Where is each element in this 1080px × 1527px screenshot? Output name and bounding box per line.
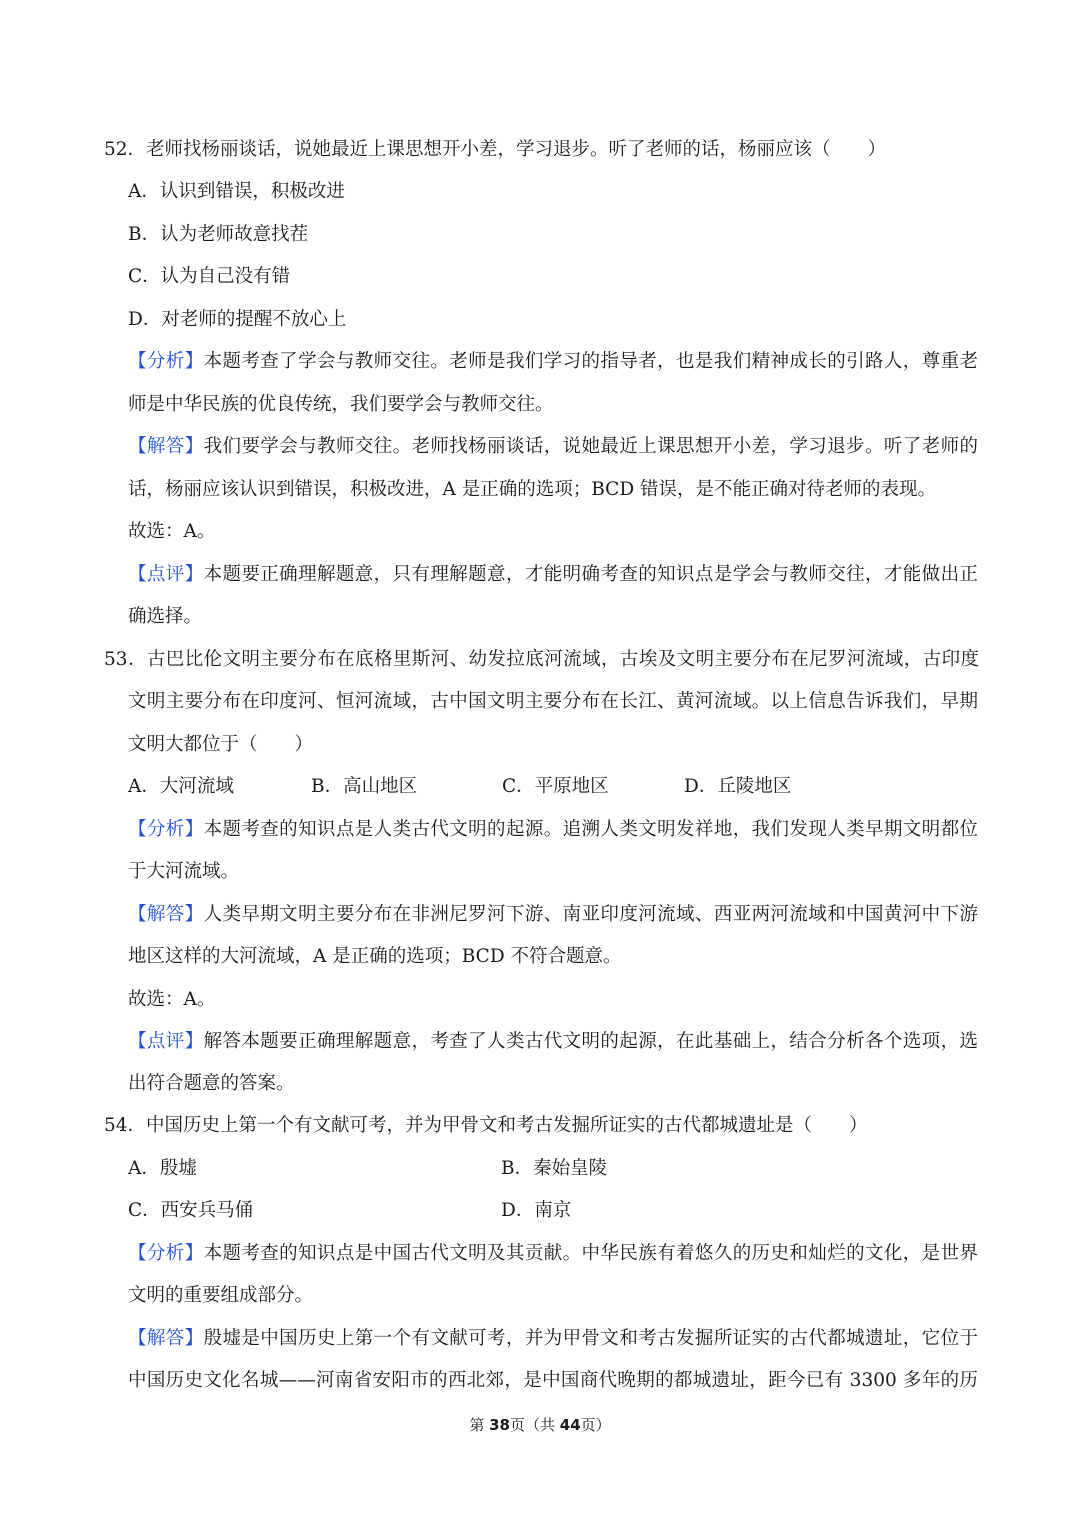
question-52-option-d: D．对老师的提醒不放心上 [128,309,347,330]
question-54-option-d: D．南京 [501,1200,572,1221]
question-54-stem: 54．中国历史上第一个有文献可考，并为甲骨文和考古发掘所证实的古代都城遗址是（ ） [104,1115,868,1136]
analysis-text: 本题考查的知识点是人类古代文明的起源。追溯人类文明发祥地，我们发现人类早期文明都位 [203,819,978,840]
question-54-answer [128,1324,978,1354]
footer-prefix: 第 [469,1416,490,1434]
question-52-comment [128,560,978,590]
question-52-option-c: C．认为自己没有错 [128,266,291,287]
question-53-comment-cont: 出符合题意的答案。 [128,1073,295,1094]
question-53-option-b: B．高山地区 [311,776,418,797]
analysis-text: 本题考查的知识点是中国古代文明及其贡献。中华民族有着悠久的历史和灿烂的文化，是世界 [203,1243,978,1264]
question-53-stem-cont-2: 文明大都位于（ ） [128,734,314,755]
answer-tag: 【解答】 [128,1328,204,1349]
answer-text: 殷墟是中国历史上第一个有文献可考，并为甲骨文和考古发掘所证实的古代都城遗址，它位于 [203,1328,978,1349]
footer-total-pages: 44 [559,1416,581,1434]
question-52-comment-cont: 确选择。 [128,606,203,627]
comment-text: 解答本题要正确理解题意，考查了人类古代文明的起源，在此基础上，结合分析各个选项，选 [203,1031,978,1052]
footer-suffix: 页） [580,1416,611,1434]
question-54-option-b: B．秦始皇陵 [501,1158,608,1179]
question-53-stem: 53．古巴比伦文明主要分布在底格里斯河、幼发拉底河流域，古埃及文明主要分布在尼罗河流域，古印度 [104,649,979,670]
question-54-options-row-2 [128,1196,978,1226]
question-54-option-a: A．殷墟 [128,1158,197,1179]
question-53-option-a: A．大河流域 [128,776,234,797]
answer-text: 我们要学会与教师交往。老师找杨丽谈话，说她最近上课思想开小差，学习退步。听了老师的 [203,436,978,457]
question-53-answer [128,900,978,930]
question-53-answer-cont: 地区这样的大河流域，A 是正确的选项；BCD 不符合题意。 [128,946,622,967]
question-53-stem-cont-1: 文明主要分布在印度河、恒河流域，古中国文明主要分布在长江、黄河流域。以上信息告诉我们，早期 [128,691,978,712]
question-52-option-a: A．认识到错误，积极改进 [128,181,345,202]
analysis-tag: 【分析】 [128,351,204,372]
comment-tag: 【点评】 [128,564,204,585]
question-52-stem: 52．老师找杨丽谈话，说她最近上课思想开小差，学习退步。听了老师的话，杨丽应该（ ） [104,139,887,160]
question-53-options [128,772,978,802]
analysis-text: 本题考查了学会与教师交往。老师是我们学习的指导者，也是我们精神成长的引路人，尊重老 [203,351,978,372]
question-52-choice: 故选：A。 [128,521,216,542]
page-footer [0,1413,1080,1437]
question-54-options-row-1 [128,1154,978,1184]
comment-tag: 【点评】 [128,1031,204,1052]
analysis-tag: 【分析】 [128,819,204,840]
question-53-comment [128,1027,978,1057]
comment-text: 本题要正确理解题意，只有理解题意，才能明确考查的知识点是学会与教师交往，才能做出正 [203,564,978,585]
question-52-answer-cont: 话，杨丽应该认识到错误，积极改进，A 是正确的选项；BCD 错误，是不能正确对待老师的表现。 [128,479,937,500]
question-53-option-d: D．丘陵地区 [684,776,792,797]
question-52-option-b: B．认为老师故意找茬 [128,224,309,245]
question-54-answer-cont: 中国历史文化名城——河南省安阳市的西北郊，是中国商代晚期的都城遗址，距今已有 3300 多年的历 [128,1370,978,1391]
question-52-analysis-cont: 师是中华民族的优良传统，我们要学会与教师交往。 [128,394,554,415]
answer-text: 人类早期文明主要分布在非洲尼罗河下游、南亚印度河流域、西亚两河流域和中国黄河中下游 [203,904,978,925]
question-54-analysis-cont: 文明的重要组成部分。 [128,1285,314,1306]
question-54-option-c: C．西安兵马俑 [128,1200,254,1221]
question-53-analysis-cont: 于大河流域。 [128,861,240,882]
question-52-analysis [128,347,978,377]
footer-page-number: 38 [489,1416,510,1434]
question-53-analysis [128,815,978,845]
analysis-tag: 【分析】 [128,1243,204,1264]
question-52-answer [128,432,978,462]
question-54-analysis [128,1239,978,1269]
question-53-option-c: C．平原地区 [502,776,609,797]
footer-middle: 页（共 [509,1416,560,1434]
answer-tag: 【解答】 [128,904,204,925]
answer-tag: 【解答】 [128,436,204,457]
question-53-choice: 故选：A。 [128,989,216,1010]
